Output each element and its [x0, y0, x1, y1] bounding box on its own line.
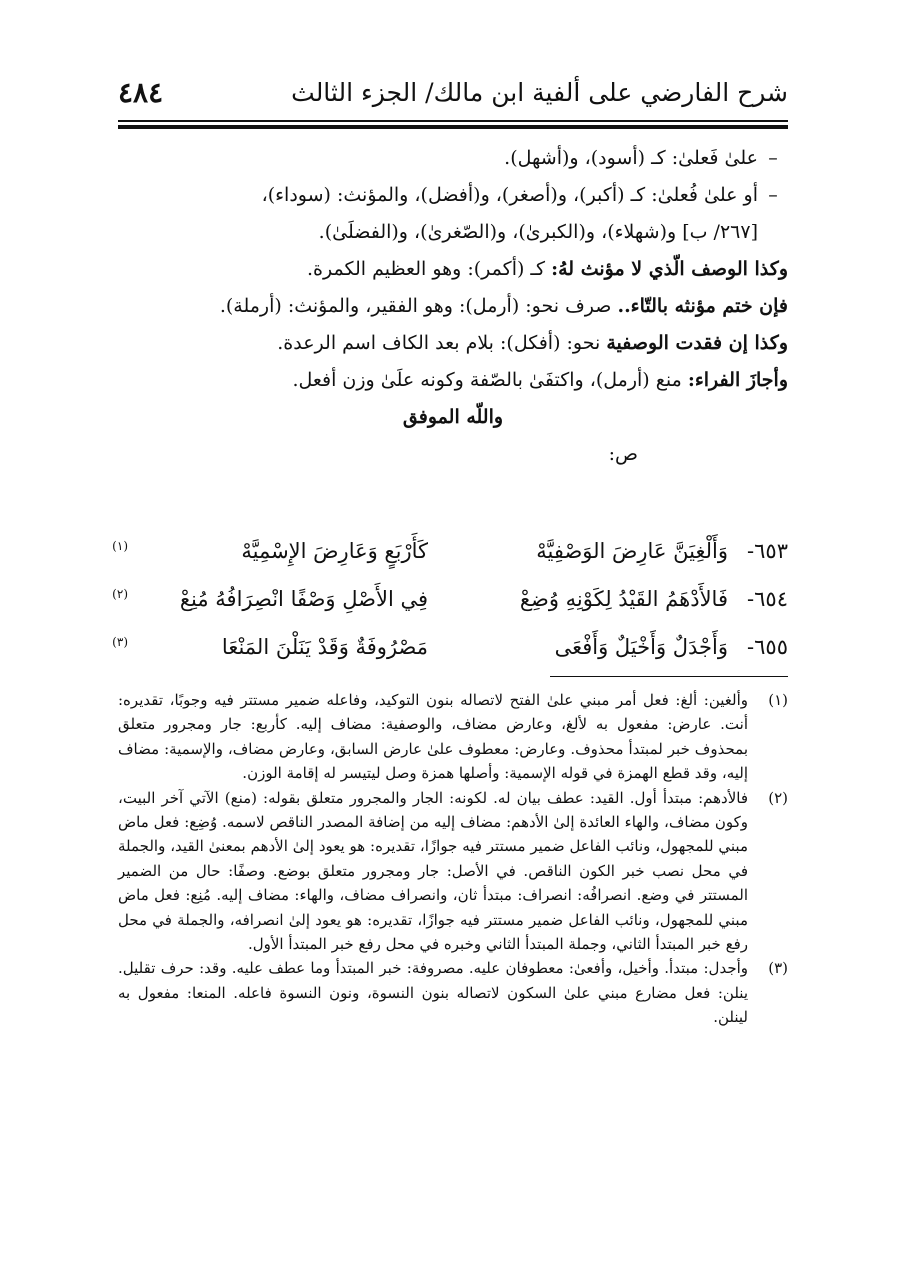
footnote-marker: (٣)	[112, 635, 128, 649]
footnote-text: وأجدل: مبتدأ. وأخيل، وأفعىٰ: معطوفان عليه. مصروفة: خبر المبتدأ وما عطف عليه. وقد: حرف تقليل. ينلن: فعل مضارع مبني علىٰ السكون لاتصاله بنون النسوة، ونون النسوة فاعله. المنعا: مفعول به لينلن.	[118, 959, 748, 1027]
verse-line	[112, 522, 788, 570]
text-line: كـ (أكمر): وهو العظيم الكمرة.	[307, 258, 546, 280]
text-line: نحو: (أفكل): بلام بعد الكاف اسم الرعدة.	[277, 332, 601, 354]
verse-first-hemistich: وَأَلْغِيَنَّ عَارِضَ الوَصْفِيَّهْ	[536, 539, 728, 563]
paragraph-line	[118, 362, 788, 399]
main-text	[118, 140, 788, 473]
footnote	[118, 688, 788, 786]
footnote-text: فالأدهم: مبتدأ أول. القيد: عطف بيان له. لكونه: الجار والمجرور متعلق بقوله: (منع) الآتي آخر البيت، وكون مضاف، والهاء العائدة إلىٰ الأدهم: مضاف إليه من إضافة المصدر الناقص لاسمه. وُضِع: فعل ماض مبني للمجهول، ونائب الفاعل ضمير مستتر فيه جوازًا، تقديره: هو يعود إلىٰ الأدهم بمعنىٰ القيد، والجملة في محل نصب خبر الكون الناقص. في الأصل: جار ومجرور متعلق بوضع. وصفًا: حال من الضمير المستتر في وضع. انصرافُه: انصراف: مبتدأ ثان، وانصراف مضاف، والهاء: مضاف إليه. مُنِع: فعل ماض مبني للمجهول، ونائب الفاعل ضمير مستتر فيه جوازًا، تقديره: هو يعود إلىٰ انصرافه، والجملة في محل رفع خبر المبتدأ الثاني، وجملة المبتدأ الثاني وخبره في محل رفع خبر المبتدأ الأول.	[118, 788, 748, 954]
closing-line: واللّه الموفق	[402, 406, 504, 428]
header-title: شرح الفارضي على ألفية ابن مالك/ الجزء الثالث	[291, 78, 788, 107]
paragraph-line	[118, 288, 788, 325]
text-line: منع (أرمل)، واكتفَىٰ بالصّفة وكونه علَىٰ وزن أفعل.	[292, 369, 682, 391]
bold-phrase: وكذا إن فقدت الوصفية	[606, 332, 788, 354]
verse-first-hemistich: فَالأَدْهَمُ القَيْدُ لِكَوْنِهِ وُضِعْ	[519, 587, 728, 611]
verse-line	[112, 618, 788, 666]
header-rule-thick	[118, 125, 788, 129]
section-marker: ص:	[608, 443, 638, 465]
header-rule-thin	[118, 120, 788, 122]
dash-bullet: –	[768, 184, 778, 206]
verse-first-hemistich: وَأَجْدَلٌ وَأَخْيَلٌ وَأَفْعَى	[554, 635, 728, 659]
bullet-line-1	[118, 140, 788, 177]
running-header	[118, 74, 788, 118]
footnote-separator	[550, 676, 788, 677]
footnote-number: (٢)	[768, 788, 788, 807]
footnote-marker: (١)	[112, 539, 128, 553]
bullet-line-2	[118, 177, 788, 214]
verse-line	[112, 570, 788, 618]
verse-second-hemistich: كَأَرْبَعٍ وَعَارِضَ الإِسْمِيَّهْ	[241, 539, 428, 563]
verse-second-hemistich: مَصْرُوفَةٌ وَقَدْ يَنَلْنَ المَنْعَا	[221, 635, 428, 659]
text-line: صرف نحو: (أرمل): وهو الفقير، والمؤنث: (أرملة).	[219, 295, 612, 317]
verse-number: ٦٥٥-	[747, 635, 788, 659]
footnote	[118, 786, 788, 957]
text-line: علىٰ فَعلىٰ: كـ (أسود)، و(أشهل).	[504, 147, 758, 169]
page-number: ٤٨٤	[118, 76, 164, 109]
footnote	[118, 956, 788, 1029]
footnote-number: (٣)	[768, 959, 788, 978]
dash-bullet: –	[768, 147, 778, 169]
bold-phrase: وأجازَ الفراء:	[687, 369, 788, 391]
paragraph-line	[118, 325, 788, 362]
verse-block	[112, 522, 788, 666]
footnotes	[118, 688, 788, 1030]
verse-number: ٦٥٣-	[747, 539, 788, 563]
bold-phrase: فإن ختم مؤنثه بالتّاء..	[617, 295, 788, 317]
paragraph-line	[118, 251, 788, 288]
verse-number: ٦٥٤-	[747, 587, 788, 611]
footnote-marker: (٢)	[112, 587, 128, 601]
verse-second-hemistich: فِي الأَصْلِ وَصْفًا انْصِرَافُهُ مُنِعْ	[179, 587, 428, 611]
footnote-text: وألغين: ألغ: فعل أمر مبني علىٰ الفتح لاتصاله بنون التوكيد، وفاعله ضمير مستتر فيه وجوبًا، تقديره: أنت. عارض: مفعول به لألغ، وعارض مضاف، والوصفية: مضاف إليه. كأربع: جار ومجرور متعلق بمحذوف خبر لمبتدأ محذوف. وعارض: معطوف علىٰ عارض السابق، وعارض مضاف، والإسمية: مضاف إليه، وقد قطع الهمزة في قوله الإسمية: وأصلها همزة وصل ليتيسر له إقامة الوزن.	[118, 691, 748, 783]
footnote-number: (١)	[768, 691, 788, 709]
continuation-line	[118, 214, 788, 251]
bold-phrase: وكذا الوصف الّذي لا مؤنث لهُ:	[551, 258, 788, 280]
text-line: [٢٦٧/ ب] و(شهلاء)، و(الكبرىٰ)، و(الصّغرىٰ)، و(الفضلَىٰ).	[318, 221, 758, 243]
text-line: أو علىٰ فُعلىٰ: كـ (أكبر)، و(أصغر)، و(أفضل)، والمؤنث: (سوداء)،	[261, 184, 758, 206]
